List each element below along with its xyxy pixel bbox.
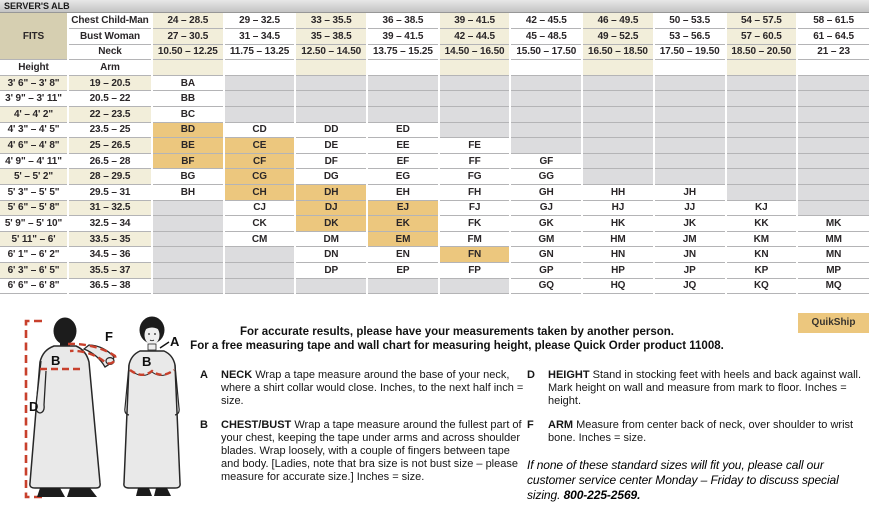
size-code-cell: DF: [295, 153, 367, 169]
size-code-cell: GP: [510, 263, 582, 279]
size-code-cell-quikship: DJ: [295, 200, 367, 216]
size-code-cell: HQ: [582, 278, 654, 294]
empty-cell: [726, 91, 798, 107]
empty-cell: [797, 153, 869, 169]
fit-row-label: Chest Child-Man: [68, 13, 152, 29]
size-code-cell-quikship: BD: [152, 122, 224, 138]
empty-cell: [582, 75, 654, 91]
size-code-cell: CM: [224, 231, 296, 247]
label-b-right: B: [142, 354, 152, 369]
fit-value-cell: 16.50 – 18.50: [582, 44, 654, 60]
label-f: F: [105, 329, 113, 344]
empty-cell: [439, 75, 511, 91]
arm-range-cell: 36.5 – 38: [68, 278, 152, 294]
empty-cell: [582, 107, 654, 123]
size-code-cell: EP: [367, 263, 439, 279]
instruction-arm: [527, 419, 869, 445]
size-code-cell: MP: [797, 263, 869, 279]
empty-cell: [224, 107, 296, 123]
size-code-cell: JM: [654, 231, 726, 247]
height-range-cell: 3' 9" – 3' 11": [0, 91, 68, 107]
header-spacer-cell: [654, 60, 726, 76]
size-code-cell-quikship: BF: [152, 153, 224, 169]
fit-value-cell: 54 – 57.5: [726, 13, 798, 29]
empty-cell: [152, 278, 224, 294]
arm-range-cell: 20.5 – 22: [68, 91, 152, 107]
empty-cell: [439, 91, 511, 107]
size-code-cell-quikship: CE: [224, 138, 296, 154]
size-code-cell: JH: [654, 185, 726, 201]
empty-cell: [654, 75, 726, 91]
empty-cell: [439, 122, 511, 138]
fit-value-cell: 24 – 28.5: [152, 13, 224, 29]
size-code-cell: FH: [439, 185, 511, 201]
fit-row-label: Bust Woman: [68, 29, 152, 45]
fit-value-cell: 31 – 34.5: [224, 29, 296, 45]
fit-value-cell: 14.50 – 16.50: [439, 44, 511, 60]
height-range-cell: 5' 9" – 5' 10": [0, 216, 68, 232]
size-code-cell: JJ: [654, 200, 726, 216]
size-code-cell: JK: [654, 216, 726, 232]
empty-cell: [224, 263, 296, 279]
empty-cell: [152, 263, 224, 279]
size-code-cell: EN: [367, 247, 439, 263]
size-table-row: [0, 278, 869, 294]
empty-cell: [510, 75, 582, 91]
empty-cell: [797, 75, 869, 91]
empty-cell: [224, 278, 296, 294]
size-code-cell-quikship: FN: [439, 247, 511, 263]
empty-cell: [726, 153, 798, 169]
empty-cell: [367, 107, 439, 123]
height-range-cell: 5' 6" – 5' 8": [0, 200, 68, 216]
instruction-term: NECK: [221, 369, 253, 381]
arm-range-cell: 19 – 20.5: [68, 75, 152, 91]
empty-cell: [582, 169, 654, 185]
header-spacer-cell: [510, 60, 582, 76]
empty-cell: [726, 122, 798, 138]
instruction-letter: D: [527, 369, 535, 381]
size-table-row: [0, 263, 869, 279]
size-code-cell: EH: [367, 185, 439, 201]
fit-value-cell: 42 – 45.5: [510, 13, 582, 29]
size-code-cell: GJ: [510, 200, 582, 216]
instruction-term: ARM: [548, 419, 574, 431]
empty-cell: [152, 247, 224, 263]
empty-cell: [439, 278, 511, 294]
empty-cell: [295, 107, 367, 123]
size-code-cell: FJ: [439, 200, 511, 216]
size-code-cell: DD: [295, 122, 367, 138]
height-range-cell: 4' 3" – 4' 5": [0, 122, 68, 138]
special-sizing-text: If none of these standard sizes will fit you, please call our customer service center Monday – Friday to discuss special sizing.: [527, 458, 839, 502]
size-code-cell: MN: [797, 247, 869, 263]
arm-range-cell: 23.5 – 25: [68, 122, 152, 138]
instructions-right-column: [527, 369, 869, 503]
fit-value-cell: 49 – 52.5: [582, 29, 654, 45]
fit-value-cell: 39 – 41.5: [439, 13, 511, 29]
fit-value-cell: 39 – 41.5: [367, 29, 439, 45]
empty-cell: [582, 91, 654, 107]
size-code-cell: HM: [582, 231, 654, 247]
fit-value-cell: 10.50 – 12.25: [152, 44, 224, 60]
fit-value-cell: 13.75 – 15.25: [367, 44, 439, 60]
instruction-term: HEIGHT: [548, 369, 590, 381]
size-code-cell: BG: [152, 169, 224, 185]
size-code-cell: CD: [224, 122, 296, 138]
arm-range-cell: 25 – 26.5: [68, 138, 152, 154]
fit-value-cell: 58 – 61.5: [797, 13, 869, 29]
size-code-cell-quikship: BE: [152, 138, 224, 154]
fit-row-label: Neck: [68, 44, 152, 60]
arm-range-cell: 35.5 – 37: [68, 263, 152, 279]
size-code-cell: FG: [439, 169, 511, 185]
size-code-cell: GN: [510, 247, 582, 263]
empty-cell: [654, 153, 726, 169]
height-range-cell: 4' 9" – 4' 11": [0, 153, 68, 169]
empty-cell: [439, 107, 511, 123]
empty-cell: [797, 138, 869, 154]
height-arm-header-row: [0, 60, 869, 76]
header-spacer-cell: [582, 60, 654, 76]
size-code-cell: GG: [510, 169, 582, 185]
quikship-badge: QuikShip: [798, 313, 869, 333]
empty-cell: [510, 91, 582, 107]
page-title: SERVER'S ALB: [0, 0, 869, 13]
empty-cell: [582, 138, 654, 154]
instruction-chest-bust: [200, 419, 524, 484]
header-spacer-cell: [152, 60, 224, 76]
empty-cell: [295, 278, 367, 294]
fit-value-cell: 17.50 – 19.50: [654, 44, 726, 60]
size-code-cell: GM: [510, 231, 582, 247]
fit-value-cell: 42 – 44.5: [439, 29, 511, 45]
size-code-cell: KQ: [726, 278, 798, 294]
size-code-cell: KJ: [726, 200, 798, 216]
size-code-cell: JQ: [654, 278, 726, 294]
size-code-cell: HH: [582, 185, 654, 201]
empty-cell: [510, 138, 582, 154]
height-range-cell: 3' 6" – 3' 8": [0, 75, 68, 91]
size-code-cell-quikship: EJ: [367, 200, 439, 216]
size-code-cell: HP: [582, 263, 654, 279]
label-a: A: [170, 334, 180, 349]
empty-cell: [726, 138, 798, 154]
size-code-cell: HN: [582, 247, 654, 263]
empty-cell: [797, 185, 869, 201]
empty-cell: [367, 278, 439, 294]
fit-header-row: [0, 29, 869, 45]
size-table: [0, 13, 869, 294]
size-table-row: [0, 200, 869, 216]
intro-line-1: For accurate results, please have your measurements taken by another person.: [240, 326, 674, 338]
instruction-text: Wrap a tape measure around the base of your neck, where a shirt collar would close. Inches, to the next half inch = size.: [221, 369, 524, 407]
header-spacer-cell: [295, 60, 367, 76]
instruction-text: Stand in stocking feet with heels and back against wall. Mark height on wall and measure from mark to floor. Inches = height.: [548, 369, 862, 407]
size-code-cell: BH: [152, 185, 224, 201]
size-table-row: [0, 153, 869, 169]
size-table-row: [0, 185, 869, 201]
size-code-cell: GK: [510, 216, 582, 232]
size-code-cell: DE: [295, 138, 367, 154]
empty-cell: [797, 107, 869, 123]
size-code-cell: JP: [654, 263, 726, 279]
empty-cell: [582, 153, 654, 169]
size-code-cell-quikship: EK: [367, 216, 439, 232]
empty-cell: [726, 169, 798, 185]
fit-header-row: [0, 44, 869, 60]
height-column-label: Height: [0, 60, 68, 76]
size-code-cell: FF: [439, 153, 511, 169]
arm-range-cell: 32.5 – 34: [68, 216, 152, 232]
arm-range-cell: 34.5 – 36: [68, 247, 152, 263]
fit-value-cell: 45 – 48.5: [510, 29, 582, 45]
empty-cell: [726, 107, 798, 123]
label-b-left: B: [51, 353, 61, 368]
size-table-row: [0, 231, 869, 247]
size-code-cell: CK: [224, 216, 296, 232]
fit-value-cell: 35 – 38.5: [295, 29, 367, 45]
arm-column-label: Arm: [68, 60, 152, 76]
size-code-cell: MK: [797, 216, 869, 232]
fit-value-cell: 15.50 – 17.50: [510, 44, 582, 60]
size-code-cell: GH: [510, 185, 582, 201]
size-code-cell: BA: [152, 75, 224, 91]
empty-cell: [367, 75, 439, 91]
alb-back-figure: [30, 318, 116, 498]
size-code-cell-quikship: EM: [367, 231, 439, 247]
empty-cell: [367, 91, 439, 107]
fit-value-cell: 29 – 32.5: [224, 13, 296, 29]
empty-cell: [510, 107, 582, 123]
fit-value-cell: 57 – 60.5: [726, 29, 798, 45]
empty-cell: [654, 107, 726, 123]
fit-value-cell: 46 – 49.5: [582, 13, 654, 29]
size-code-cell-quikship: DH: [295, 185, 367, 201]
size-code-cell: MQ: [797, 278, 869, 294]
size-table-row: [0, 138, 869, 154]
instruction-neck: [200, 369, 524, 408]
fit-value-cell: 18.50 – 20.50: [726, 44, 798, 60]
size-code-cell: DG: [295, 169, 367, 185]
size-table-row: [0, 75, 869, 91]
instruction-height: [527, 369, 869, 408]
size-table-row: [0, 247, 869, 263]
size-code-cell: JN: [654, 247, 726, 263]
header-spacer-cell: [797, 60, 869, 76]
size-code-cell: FE: [439, 138, 511, 154]
arm-range-cell: 29.5 – 31: [68, 185, 152, 201]
empty-cell: [510, 122, 582, 138]
fit-value-cell: 36 – 38.5: [367, 13, 439, 29]
arm-range-cell: 33.5 – 35: [68, 231, 152, 247]
size-code-cell: KP: [726, 263, 798, 279]
fit-value-cell: 12.50 – 14.50: [295, 44, 367, 60]
fit-value-cell: 50 – 53.5: [654, 13, 726, 29]
fit-value-cell: 53 – 56.5: [654, 29, 726, 45]
instruction-text: Wrap a tape measure around the fullest part of your chest, keeping the tape under arms and across shoulder blades. Wrap loosely, with a couple of fingers between tape and body. [Ladies, note that bra size is not bust size – please measure for accurate size.] Inches = size.: [221, 419, 522, 483]
empty-cell: [654, 122, 726, 138]
empty-cell: [654, 169, 726, 185]
size-code-cell: KK: [726, 216, 798, 232]
height-range-cell: 4' 6" – 4' 8": [0, 138, 68, 154]
empty-cell: [152, 200, 224, 216]
fit-value-cell: 33 – 35.5: [295, 13, 367, 29]
instruction-letter: A: [200, 369, 208, 381]
height-range-cell: 5' – 5' 2": [0, 169, 68, 185]
instructions-left-column: [200, 369, 524, 495]
special-sizing-note: [527, 458, 869, 503]
size-code-cell: BC: [152, 107, 224, 123]
empty-cell: [582, 122, 654, 138]
empty-cell: [152, 231, 224, 247]
height-range-cell: 6' 6" – 6' 8": [0, 278, 68, 294]
fit-header-row: [0, 13, 869, 29]
arm-range-cell: 26.5 – 28: [68, 153, 152, 169]
size-code-cell: KM: [726, 231, 798, 247]
fits-label: FITS: [0, 13, 68, 60]
size-code-cell: EF: [367, 153, 439, 169]
measuring-intro: [150, 326, 764, 353]
empty-cell: [152, 216, 224, 232]
size-code-cell: DN: [295, 247, 367, 263]
size-code-cell: EE: [367, 138, 439, 154]
empty-cell: [295, 75, 367, 91]
fit-value-cell: 11.75 – 13.25: [224, 44, 296, 60]
size-code-cell: FM: [439, 231, 511, 247]
size-code-cell: KN: [726, 247, 798, 263]
instruction-letter: F: [527, 419, 534, 431]
header-spacer-cell: [224, 60, 296, 76]
instruction-letter: B: [200, 419, 208, 431]
size-table-row: [0, 216, 869, 232]
size-code-cell: GQ: [510, 278, 582, 294]
size-table-row: [0, 91, 869, 107]
size-code-cell: GF: [510, 153, 582, 169]
height-range-cell: 5' 11" – 6': [0, 231, 68, 247]
size-code-cell-quikship: CG: [224, 169, 296, 185]
height-range-cell: 4' – 4' 2": [0, 107, 68, 123]
header-spacer-cell: [439, 60, 511, 76]
header-spacer-cell: [726, 60, 798, 76]
fit-value-cell: 61 – 64.5: [797, 29, 869, 45]
size-code-cell: HJ: [582, 200, 654, 216]
empty-cell: [726, 75, 798, 91]
empty-cell: [797, 200, 869, 216]
size-code-cell: DM: [295, 231, 367, 247]
instruction-text: Measure from center back of neck, over shoulder to wrist bone. Inches = size.: [548, 419, 854, 444]
size-table-row: [0, 122, 869, 138]
height-range-cell: 6' 3" – 6' 5": [0, 263, 68, 279]
label-d: D: [29, 399, 39, 414]
size-code-cell: BB: [152, 91, 224, 107]
size-code-cell-quikship: CH: [224, 185, 296, 201]
fit-value-cell: 21 – 23: [797, 44, 869, 60]
empty-cell: [224, 91, 296, 107]
height-range-cell: 5' 3" – 5' 5": [0, 185, 68, 201]
empty-cell: [654, 138, 726, 154]
instruction-term: CHEST/BUST: [221, 419, 292, 431]
empty-cell: [797, 169, 869, 185]
height-range-cell: 6' 1" – 6' 2": [0, 247, 68, 263]
size-code-cell: ED: [367, 122, 439, 138]
size-table-row: [0, 107, 869, 123]
special-sizing-phone: 800-225-2569.: [563, 488, 641, 502]
arm-range-cell: 31 – 32.5: [68, 200, 152, 216]
empty-cell: [797, 91, 869, 107]
empty-cell: [654, 91, 726, 107]
empty-cell: [726, 185, 798, 201]
empty-cell: [797, 122, 869, 138]
fit-value-cell: 27 – 30.5: [152, 29, 224, 45]
size-code-cell: EG: [367, 169, 439, 185]
size-code-cell: HK: [582, 216, 654, 232]
size-code-cell: FP: [439, 263, 511, 279]
empty-cell: [224, 247, 296, 263]
size-code-cell: DP: [295, 263, 367, 279]
empty-cell: [224, 75, 296, 91]
arm-range-cell: 22 – 23.5: [68, 107, 152, 123]
size-code-cell: CJ: [224, 200, 296, 216]
size-code-cell-quikship: DK: [295, 216, 367, 232]
empty-cell: [295, 91, 367, 107]
size-code-cell-quikship: CF: [224, 153, 296, 169]
size-code-cell: MM: [797, 231, 869, 247]
intro-line-2: For a free measuring tape and wall chart for measuring height, please Quick Order product 11008.: [190, 339, 724, 352]
arm-range-cell: 28 – 29.5: [68, 169, 152, 185]
size-table-row: [0, 169, 869, 185]
header-spacer-cell: [367, 60, 439, 76]
size-code-cell: FK: [439, 216, 511, 232]
